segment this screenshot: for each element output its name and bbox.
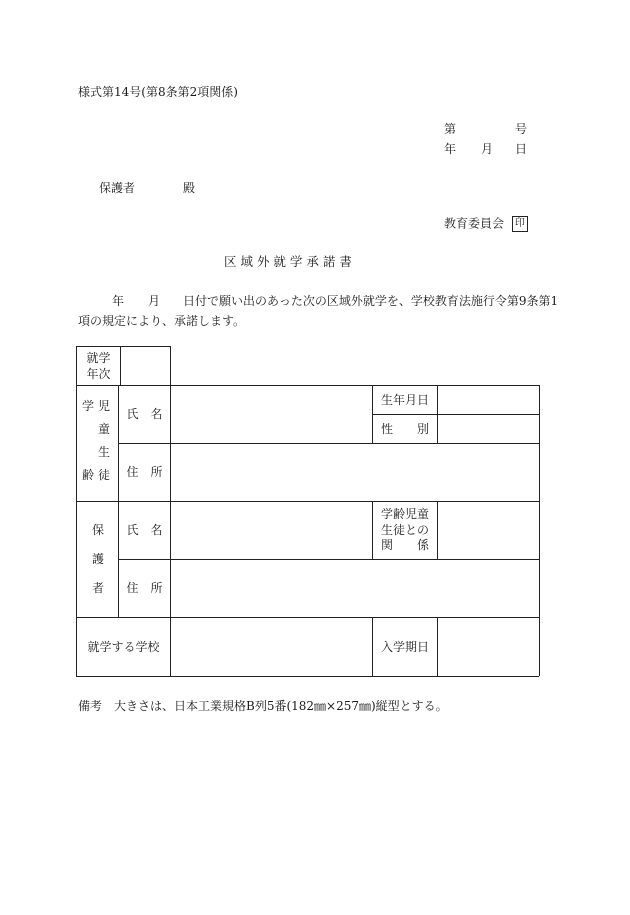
form-number: 様式第14号(第8条第2項関係) [78, 85, 238, 99]
date-year: 年 [444, 142, 457, 156]
school-field[interactable] [171, 618, 372, 676]
entry-date-field[interactable] [438, 618, 539, 676]
guardian-group-label: 保 護 者 [92, 523, 105, 595]
school-label: 就学する学校 [87, 639, 160, 654]
grade-value[interactable] [121, 347, 170, 385]
grade-label: 就学 年次 [86, 350, 111, 381]
issuer-label: 教育委員会 [444, 216, 505, 231]
student-name-field[interactable] [171, 386, 372, 443]
birthdate-label: 生年月日 [380, 392, 429, 407]
note: 備考 大きさは、日本工業規格B列5番(182㎜×257㎜)縦型とする。 [78, 699, 448, 713]
document-title: 区 域 外 就 学 承 諾 書 [224, 254, 352, 269]
guardian-address-field[interactable] [171, 560, 539, 617]
student-name-label: 氏 名 [126, 407, 163, 422]
relation-field[interactable] [438, 502, 539, 559]
guardian-label: 保護者 [99, 181, 136, 195]
sex-field[interactable] [438, 415, 539, 443]
guardian-address-label: 住 所 [126, 581, 163, 596]
student-address-label: 住 所 [126, 465, 163, 480]
date-month: 月 [481, 142, 494, 156]
body-line2: 項の規定により、承諾します。 [78, 314, 246, 328]
number-prefix: 第 [444, 122, 457, 136]
student-group-label: 学 児 童 生 齢 徒 [82, 399, 111, 482]
seal-mark: 印 [512, 216, 528, 232]
body-line1: 日付で願い出のあった次の区域外就学を、学校教育法施行令第9条第1 [183, 294, 559, 308]
guardian-name-field[interactable] [171, 502, 372, 559]
body-month: 月 [148, 294, 161, 308]
honorific: 殿 [183, 181, 196, 195]
body-year: 年 [112, 294, 125, 308]
issuer [444, 216, 528, 232]
student-address-field[interactable] [171, 444, 539, 501]
guardian-name-label: 氏 名 [126, 523, 163, 538]
entry-date-label: 入学期日 [380, 639, 429, 654]
birthdate-field[interactable] [438, 386, 539, 414]
number-suffix: 号 [515, 122, 528, 136]
relation-label: 学齢児童 生徒との 関 係 [380, 507, 429, 553]
date-day: 日 [515, 142, 528, 156]
sex-label: 性 別 [380, 421, 429, 436]
